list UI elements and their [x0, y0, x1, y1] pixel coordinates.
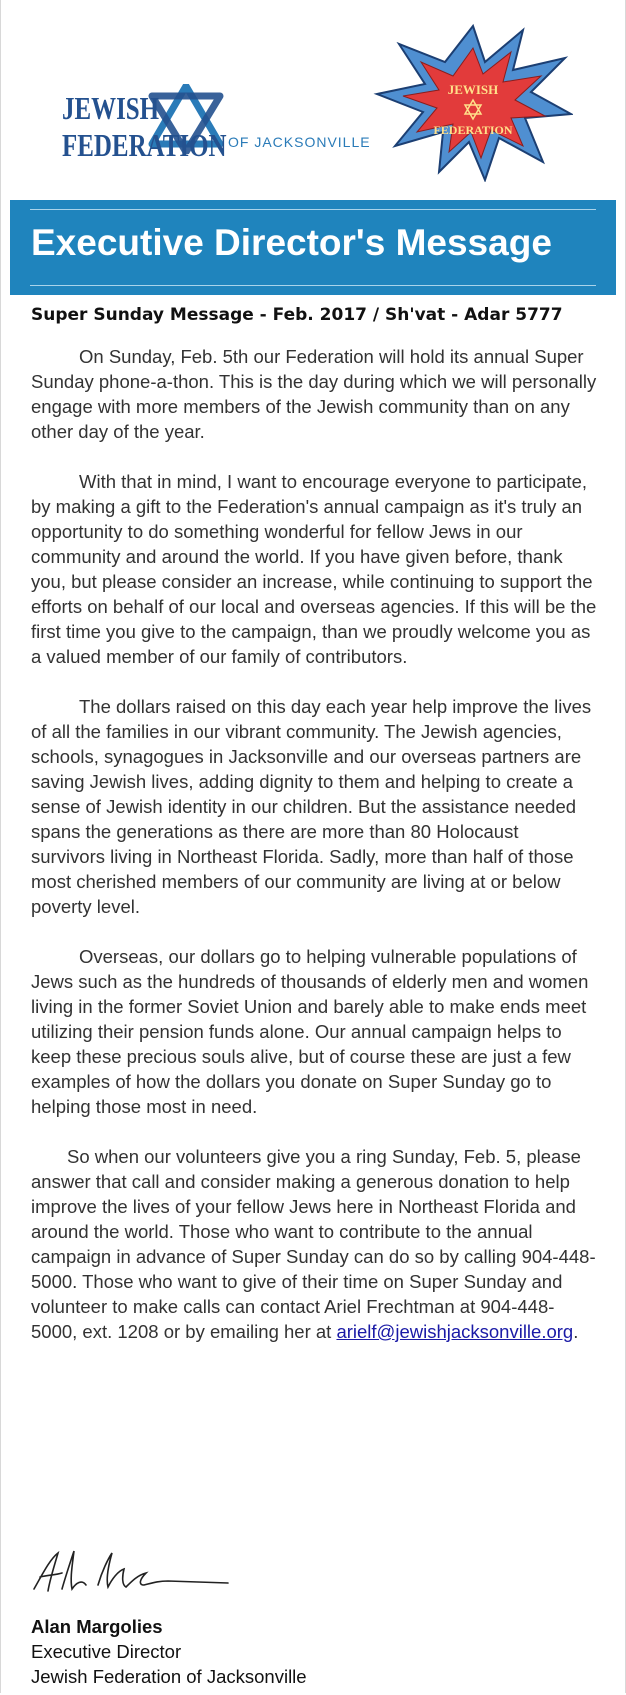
super-sunday-badge-icon: [373, 22, 573, 182]
signer-title: Executive Director: [31, 1641, 182, 1662]
logo-subtitle: OF JACKSONVILLE: [228, 134, 371, 150]
closing-text: So when our volunteers give you a ring Sunday, Feb. 5, please answer that call and consider making a generous donation to help improve the lives of your fellow Jews here in Northeast Florida and around the world. Those who want to contribute to the annual campaign in advance of Super Sunday can do so by calling 904-448-5000. Those who want to give of their time on Super Sunday and volunteer to make calls can contact Ariel Frechtman at 904-448-5000, ext. 1208 or by emailing her at: [31, 1146, 596, 1342]
paragraph-2: With that in mind, I want to encourage everyone to participate, by making a gift to the Federation's annual campaign as it's truly an opportunity to do something wonderful for fellow Jews in our community and around the world. If you have given before, thank you, but please consider an increase, while continuing to support the efforts on behalf of our local and overseas agencies. If this will be the first time you give to the campaign, than we proudly welcome you as a valued member of our family of contributors.: [31, 471, 597, 667]
banner-rule-bottom: [30, 285, 596, 286]
signer-org: Jewish Federation of Jacksonville: [31, 1666, 307, 1687]
paragraph-3: The dollars raised on this day each year help improve the lives of all the families in our vibrant community. The Jewish agencies, schools, synagogues in Jacksonville and our overseas partners are saving Jewish lives, adding dignity to them and helping to create a sense of Jewish identity in our children. But the assistance needed spans the generations as there are more than 80 Holocaust survivors living in Northeast Florida. Sadly, more than half of those most cherished members of our community are living at or below poverty level.: [31, 696, 592, 917]
paragraph-5: [31, 1144, 597, 1344]
handwritten-signature: [28, 1545, 238, 1595]
badge-line-2: FEDERATION: [433, 123, 513, 137]
badge-line-1: JEWISH: [447, 82, 499, 97]
logo-word-jewish: JEWISH: [62, 90, 160, 126]
federation-wordmark: [62, 90, 312, 164]
federation-logo: [62, 78, 382, 163]
banner-rule-top: [30, 209, 596, 210]
page-title: Executive Director's Message: [31, 222, 552, 263]
closing-period: .: [573, 1321, 579, 1342]
signature-block: [31, 1614, 307, 1689]
message-body: [31, 344, 597, 1369]
paragraph-4: Overseas, our dollars go to helping vulnerable populations of Jews such as the hundreds of thousands of elderly men and women living in the former Soviet Union and barely able to make ends meet utilizing their pension funds alone. Our annual campaign helps to keep these precious souls alive, but of course these are just a few examples of how the dollars you donate on Super Sunday go to helping those most in need.: [31, 946, 589, 1117]
header-logos: [0, 0, 626, 195]
paragraph-1: On Sunday, Feb. 5th our Federation will hold its annual Super Sunday phone-a-thon. This is the day during which we will personally engage with more members of the Jewish community than on any other day of the year.: [31, 346, 597, 442]
logo-word-federation: FEDERATION: [62, 127, 227, 163]
signer-name: Alan Margolies: [31, 1616, 163, 1637]
message-subtitle: Super Sunday Message - Feb. 2017 / Sh'vat - Adar 5777: [31, 305, 563, 325]
title-banner: [10, 200, 616, 295]
email-link[interactable]: arielf@jewishjacksonville.org: [336, 1321, 574, 1342]
